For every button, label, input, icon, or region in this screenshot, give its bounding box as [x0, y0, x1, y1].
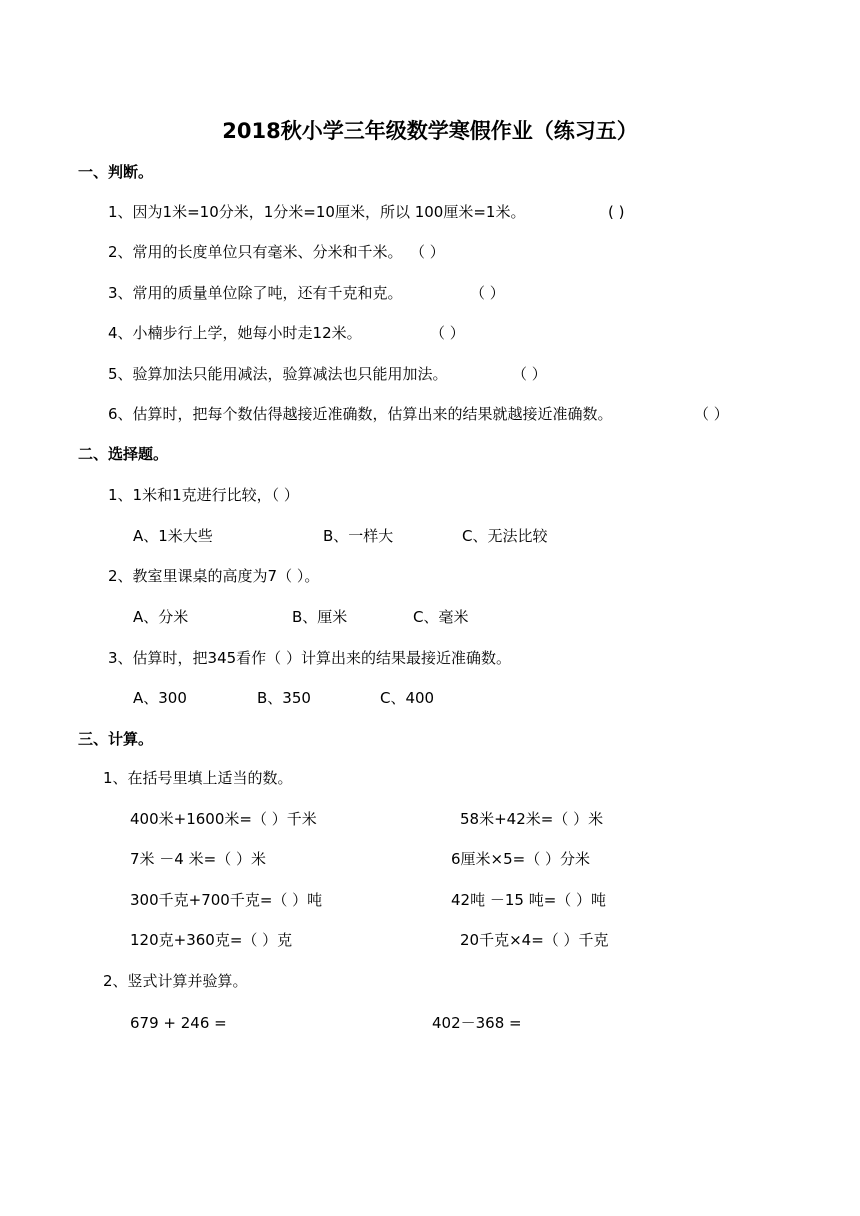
judgement-blank-2[interactable]: （ ） [410, 243, 445, 261]
judgement-item-2: 2、常用的长度单位只有毫米、分米和千米。 [108, 243, 403, 261]
section-heading-calculation: 三、计算。 [78, 730, 154, 748]
calc-part1-label: 1、在括号里填上适当的数。 [103, 769, 293, 787]
fill-blank-item[interactable]: 58米+42米=（ ）米 [460, 810, 604, 828]
section-heading-judgement: 一、判断。 [78, 163, 154, 181]
choice-option[interactable]: C、无法比较 [462, 527, 548, 545]
choice-option[interactable]: B、一样大 [323, 527, 394, 545]
fill-blank-item[interactable]: 120克+360克=（ ）克 [130, 931, 293, 949]
fill-blank-item[interactable]: 20千克×4=（ ）千克 [460, 931, 609, 949]
fill-blank-item[interactable]: 42吨 －15 吨=（ ）吨 [451, 891, 607, 909]
judgement-item-4: 4、小楠步行上学，她每小时走12米。 [108, 324, 362, 342]
vertical-calc-problem[interactable]: 402－368 = [432, 1014, 522, 1032]
fill-blank-item[interactable]: 300千克+700千克=（ ）吨 [130, 891, 323, 909]
choice-option[interactable]: C、毫米 [413, 608, 469, 626]
judgement-blank-3[interactable]: （ ） [470, 284, 505, 302]
judgement-item-6: 6、估算时，把每个数估得越接近准确数，估算出来的结果就越接近准确数。 [108, 405, 613, 423]
choice-option[interactable]: B、350 [257, 689, 311, 707]
judgement-item-5: 5、验算加法只能用减法，验算减法也只能用加法。 [108, 365, 448, 383]
vertical-calc-problem[interactable]: 679 + 246 = [130, 1014, 227, 1032]
choice-option[interactable]: A、300 [133, 689, 187, 707]
judgement-blank-4[interactable]: （ ） [430, 324, 465, 342]
judgement-blank-5[interactable]: （ ） [512, 365, 547, 383]
fill-blank-item[interactable]: 400米+1600米=（ ）千米 [130, 810, 317, 828]
calc-part2-label: 2、竖式计算并验算。 [103, 972, 248, 990]
fill-blank-item[interactable]: 7米 －4 米=（ ）米 [130, 850, 266, 868]
judgement-item-3: 3、常用的质量单位除了吨，还有千克和克。 [108, 284, 403, 302]
choice-option[interactable]: A、1米大些 [133, 527, 213, 545]
judgement-blank-6[interactable]: （ ） [694, 405, 729, 423]
choice-question-3: 3、估算时，把345看作（ ）计算出来的结果最接近准确数。 [108, 649, 511, 667]
choice-option[interactable]: C、400 [380, 689, 435, 707]
judgement-item-1: 1、因为1米=10分米，1分米=10厘米，所以 100厘米=1米。 [108, 203, 526, 221]
section-heading-choice: 二、选择题。 [78, 445, 169, 463]
choice-question-1: 1、1米和1克进行比较，（ ） [108, 486, 299, 504]
fill-blank-item[interactable]: 6厘米×5=（ ）分米 [451, 850, 590, 868]
choice-option[interactable]: B、厘米 [292, 608, 348, 626]
choice-question-2: 2、教室里课桌的高度为7（ ）。 [108, 567, 320, 585]
choice-option[interactable]: A、分米 [133, 608, 189, 626]
page-title: 2018秋小学三年级数学寒假作业（练习五） [222, 119, 638, 143]
judgement-blank-1[interactable]: ( ) [608, 203, 625, 221]
